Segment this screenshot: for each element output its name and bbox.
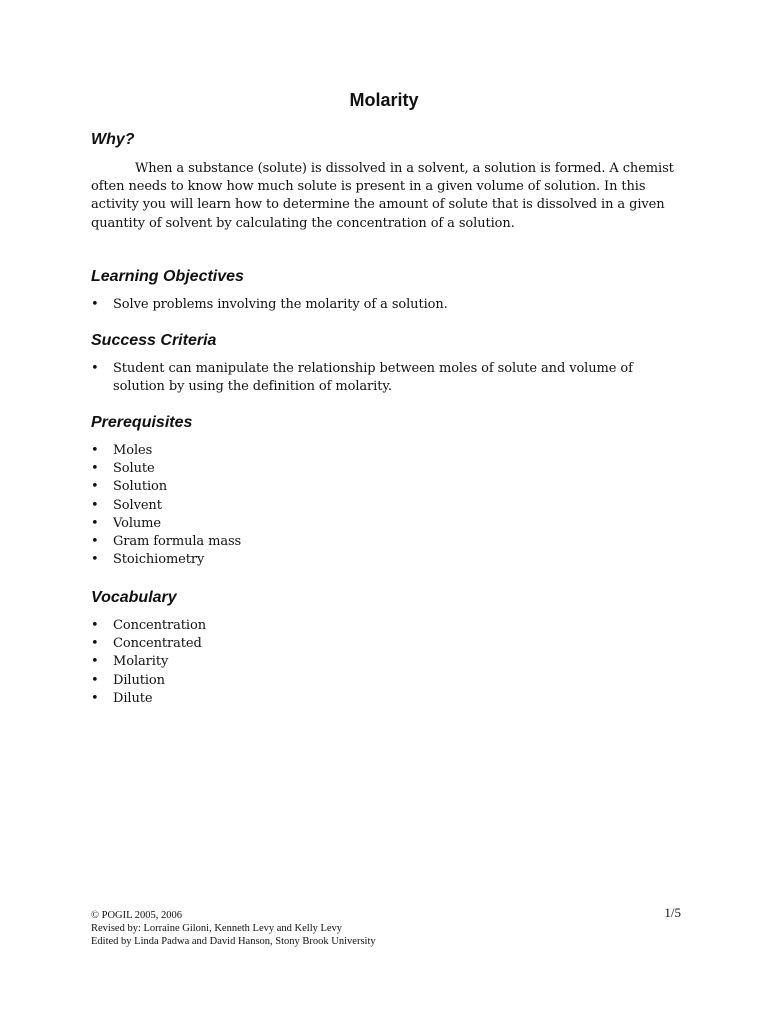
bullet: • xyxy=(91,461,99,477)
bullet: • xyxy=(91,618,99,633)
list-item xyxy=(91,515,681,533)
list-item-text: Solute xyxy=(113,461,155,477)
prerequisites-heading: Prerequisites xyxy=(91,414,193,431)
learning-objectives-heading: Learning Objectives xyxy=(91,268,244,285)
list-item xyxy=(91,296,681,314)
list-item xyxy=(91,460,681,478)
list-item-text: Dilute xyxy=(113,690,153,706)
vocabulary-list xyxy=(91,617,681,708)
bullet: • xyxy=(91,515,99,531)
bullet: • xyxy=(91,297,99,312)
list-item xyxy=(91,653,681,671)
list-item-text: Dilution xyxy=(113,672,165,688)
list-item-text: Solvent xyxy=(113,497,162,513)
bullet: • xyxy=(91,497,99,513)
list-item xyxy=(91,551,681,569)
bullet: • xyxy=(91,552,99,568)
vocabulary-heading: Vocabulary xyxy=(91,589,177,606)
revised-by-line: Revised by: Lorraine Giloni, Kenneth Levy and Kelly Levy xyxy=(91,923,343,934)
list-item-text: Concentration xyxy=(113,618,206,633)
why-heading: Why? xyxy=(91,131,135,148)
list-item-text: Solution xyxy=(113,479,168,495)
list-item-text: Solve problems involving the molarity of a solution. xyxy=(113,297,448,312)
copyright-line: © POGIL 2005, 2006 xyxy=(91,910,183,921)
page-footer xyxy=(91,905,681,948)
bullet: • xyxy=(91,636,99,652)
bullet: • xyxy=(91,479,99,495)
edited-by-line: Edited by Linda Padwa and David Hanson, Stony Brook University xyxy=(91,936,376,947)
list-item-text: Student can manipulate the relationship between moles of solute and volume of solution by using the definition of molarity. xyxy=(113,361,633,395)
list-item xyxy=(91,617,681,635)
list-item xyxy=(91,635,681,653)
list-item xyxy=(91,690,681,708)
bullet: • xyxy=(91,654,99,670)
why-paragraph xyxy=(91,160,681,233)
list-item xyxy=(91,533,681,551)
list-item-text: Volume xyxy=(113,515,161,531)
page-number: 1/5 xyxy=(664,905,681,920)
success-criteria-heading: Success Criteria xyxy=(91,332,217,349)
list-item xyxy=(91,497,681,515)
learning-objectives-list xyxy=(91,296,681,314)
list-item-text: Gram formula mass xyxy=(113,534,242,550)
page-title: Molarity xyxy=(349,90,419,110)
prerequisites-list xyxy=(91,442,681,569)
bullet: • xyxy=(91,534,99,550)
list-item xyxy=(91,672,681,690)
list-item xyxy=(91,442,681,460)
list-item-text: Molarity xyxy=(113,654,169,670)
bullet: • xyxy=(91,672,99,688)
success-criteria-list xyxy=(91,360,681,396)
list-item-text: Stoichiometry xyxy=(113,552,205,568)
list-item xyxy=(91,478,681,496)
bullet: • xyxy=(91,443,99,458)
bullet: • xyxy=(91,361,99,376)
list-item-text: Concentrated xyxy=(113,636,202,652)
list-item-text: Moles xyxy=(113,443,153,458)
why-paragraph-text: When a substance (solute) is dissolved in a solvent, a solution is formed. A chemist often needs to know how much solute is present in a given volume of solution. In this activity you will learn how to determine the amount of solute that is dissolved in a given quantity of solvent by calculating the concentration of a solution. xyxy=(91,161,674,231)
list-item xyxy=(91,360,681,396)
bullet: • xyxy=(91,690,99,706)
